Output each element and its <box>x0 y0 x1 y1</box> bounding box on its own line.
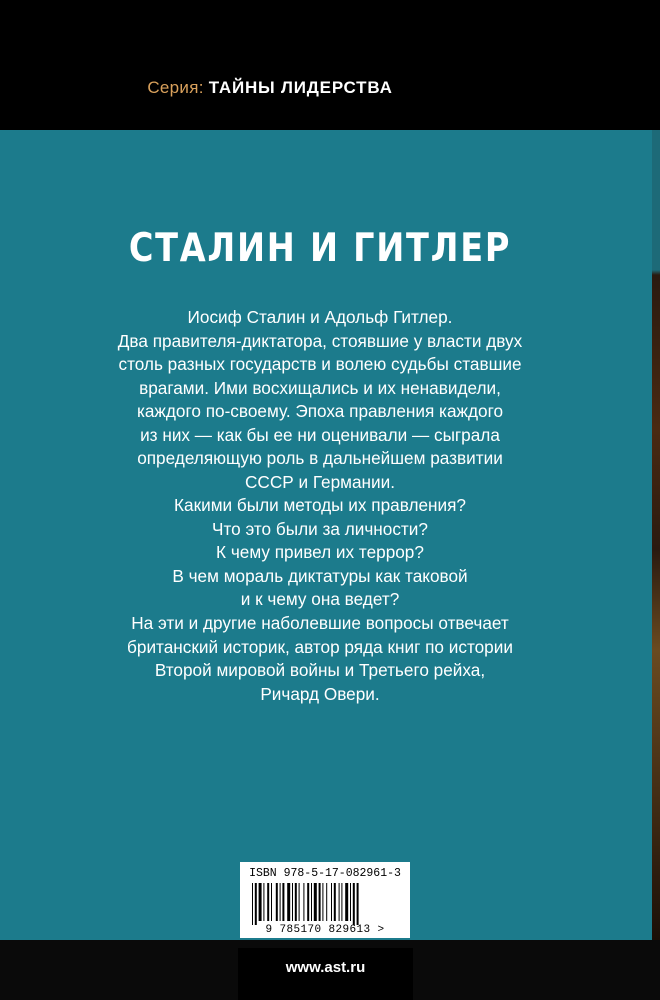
barcode-bar <box>259 883 262 921</box>
blurb-line: британский историк, автор ряда книг по истории <box>127 636 513 657</box>
blurb-line: каждого по-своему. Эпоха правления каждого <box>136 401 504 421</box>
barcode-bar <box>271 883 272 921</box>
barcode-bar <box>255 883 257 925</box>
barcode-bar <box>307 883 309 921</box>
barcode-icon <box>250 883 400 925</box>
blurb-line: и к чему она ведет? <box>240 589 400 609</box>
barcode-bar <box>331 883 332 921</box>
isbn-number: ISBN 978-5-17-082961-3 <box>249 867 401 880</box>
barcode-bar <box>287 883 290 921</box>
barcode-bar <box>311 883 312 921</box>
barcode-bar <box>314 883 317 921</box>
blurb-line: На эти и другие наболевшие вопросы отвечает <box>131 613 509 633</box>
cover-edge-strip <box>652 130 660 940</box>
barcode-bar <box>339 883 340 921</box>
barcode-digits: 9 785170 829613 > <box>265 924 385 936</box>
barcode-bar <box>334 883 336 921</box>
blurb-paragraph-2 <box>0 494 640 612</box>
barcode-bar <box>350 883 351 921</box>
blurb-line: столь разных государств и волею судьбы ставшие <box>118 354 522 374</box>
blurb-line: определяющую роль в дальнейшем развитии <box>137 448 503 468</box>
barcode-bar <box>319 883 321 921</box>
barcode-bar <box>341 883 342 921</box>
blurb-line: Второй мировой войны и Третьего рейха, <box>154 660 486 680</box>
book-title: СТАЛИН И ГИТЛЕР <box>128 226 512 271</box>
barcode-bar <box>353 883 355 925</box>
blurb-paragraph-1 <box>0 306 640 494</box>
barcode-bar <box>326 883 327 921</box>
blurb-line: Что это были за личности? <box>212 518 428 539</box>
series-prefix: Серия: <box>147 78 204 97</box>
series-name: ТАЙНЫ ЛИДЕРСТВА <box>208 78 393 97</box>
blurb-line: Ричард Овери. <box>260 683 380 704</box>
blurb-line: из них — как бы ее ни оценивали — сыграла <box>140 424 500 445</box>
blurb-line: К чему привел их террор? <box>216 542 424 562</box>
barcode-bar <box>267 883 269 921</box>
blurb-line: В чем мораль диктатуры как таковой <box>172 565 468 586</box>
blurb-line: Какими были методы их правления? <box>174 495 466 515</box>
barcode-bar <box>276 883 278 921</box>
barcode-bar <box>252 883 253 925</box>
barcode-bar <box>357 883 359 925</box>
barcode-bar <box>295 883 297 921</box>
series-label <box>0 78 540 98</box>
barcode-bar <box>280 883 281 921</box>
barcode-bar <box>263 883 264 921</box>
publisher-website: www.ast.ru <box>238 948 413 1000</box>
blurb-line: врагами. Ими восхищались и их ненавидели, <box>139 377 501 398</box>
barcode-bar <box>322 883 323 921</box>
barcode-bar <box>292 883 293 921</box>
barcode-bar <box>282 883 284 921</box>
barcode-box <box>240 862 410 938</box>
barcode-bar <box>303 883 304 921</box>
barcode-bar <box>345 883 348 921</box>
blurb-line: Иосиф Сталин и Адольф Гитлер. <box>187 307 453 327</box>
series-band <box>0 0 660 130</box>
blurb-paragraph-3 <box>0 612 640 706</box>
blurb-line: СССР и Германии. <box>245 471 395 492</box>
barcode-bar <box>299 883 300 921</box>
blurb-line: Два правителя-диктатора, стоявшие у власти двух <box>117 330 523 351</box>
